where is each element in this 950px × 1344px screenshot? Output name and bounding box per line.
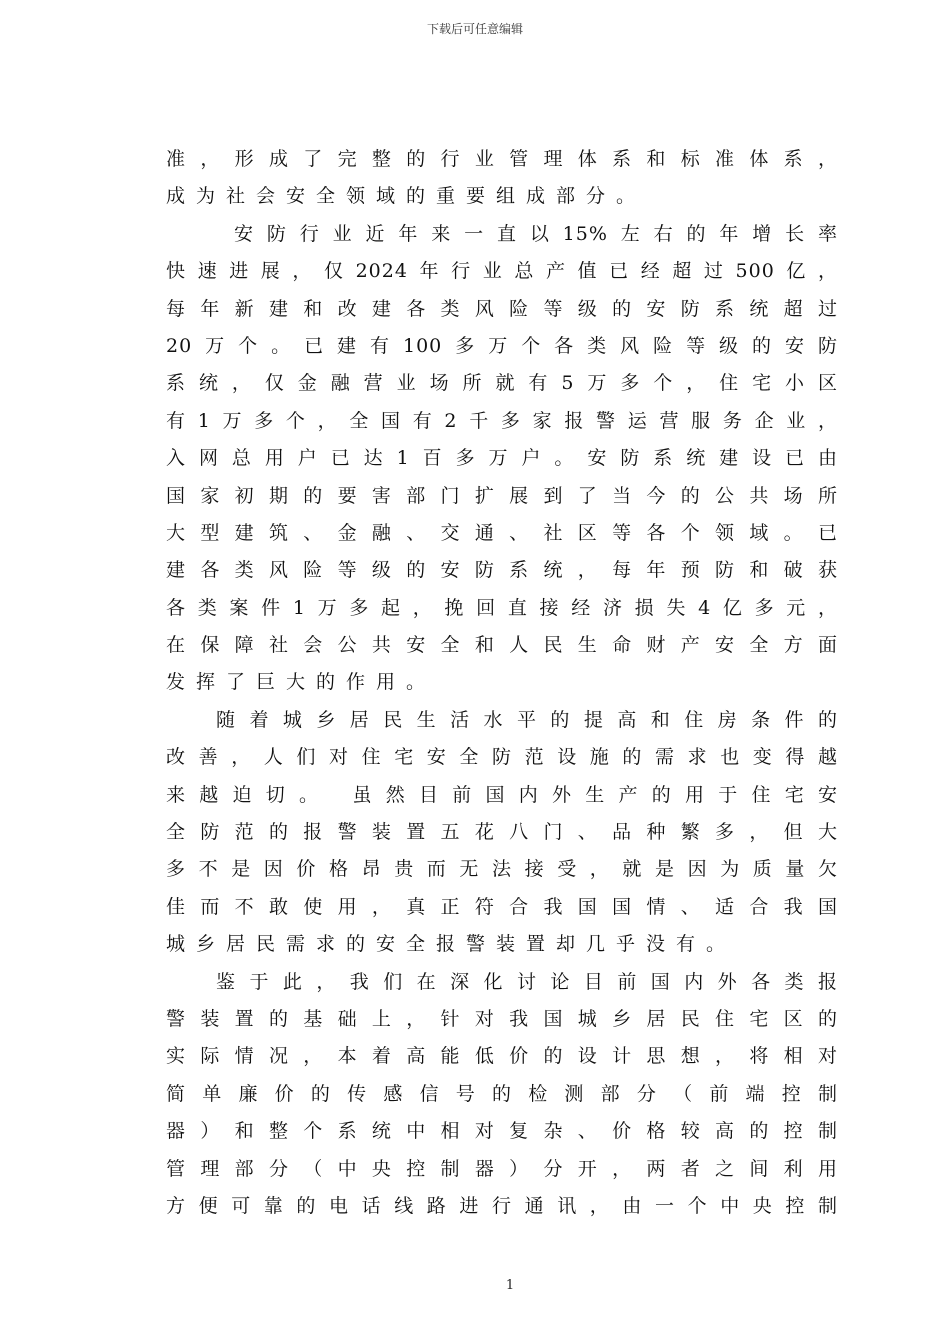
text-line: 有1万多个，全国有2千多家报警运营服务企业， — [166, 409, 838, 432]
text-line: 警装置的基础上，针对我国城乡居民住宅区的 — [166, 1007, 838, 1030]
text-line: 各类案件1万多起，挽回直接经济损失4亿多元， — [166, 596, 838, 619]
text-line: 安防行业近年来一直以15%左右的年增长率 — [234, 222, 838, 245]
text-line: 改善，人们对住宅安全防范设施的需求也变得越 — [166, 746, 838, 769]
text-line: 来越迫切。 虽然目前国内外生产的用于住宅安 — [166, 783, 838, 806]
text-line: 管理部分（中央控制器）分开，两者之间利用 — [166, 1157, 838, 1180]
page-number: 1 — [505, 1278, 515, 1293]
text-line: 国家初期的要害部门扩展到了当今的公共场所 — [166, 484, 838, 507]
text-line: 在保障社会公共安全和人民生命财产安全方面 — [166, 634, 838, 657]
text-line: 每年新建和改建各类风险等级的安防系统超过 — [166, 297, 838, 320]
text-line: 准，形成了完整的行业管理体系和标准体系， — [166, 148, 838, 170]
text-line: 器）和整个系统中相对复杂、价格较高的控制 — [166, 1120, 838, 1143]
text-line: 成为社会安全领域的重要组成部分。 — [166, 185, 647, 208]
text-line: 快速进展，仅2024年行业总产值已经超过500亿， — [166, 260, 838, 283]
text-line: 城乡居民需求的安全报警装置却几乎没有。 — [166, 933, 737, 956]
text-line: 随着城乡居民生活水平的提高和住房条件的 — [216, 708, 838, 731]
text-line: 实际情况，本着高能低价的设计思想，将相对 — [166, 1045, 838, 1068]
text-line: 20万个。已建有100多万个各类风险等级的安防 — [166, 334, 838, 357]
text-line: 发挥了巨大的作用。 — [166, 671, 437, 694]
page-header: 下载后可任意编辑 — [426, 22, 523, 36]
text-line: 鉴于此，我们在深化讨论目前国内外各类报 — [216, 970, 838, 993]
text-line: 全防范的报警装置五花八门、品种繁多，但大 — [166, 821, 838, 844]
document-body — [166, 141, 838, 1225]
text-line: 多不是因价格昂贵而无法接受，就是因为质量欠 — [166, 858, 838, 881]
text-line: 方便可靠的电话线路进行通讯，由一个中央控制 — [166, 1194, 838, 1217]
text-line: 大型建筑、金融、交通、社区等各个领域。已 — [166, 521, 838, 544]
text-line: 系统，仅金融营业场所就有5万多个，住宅小区 — [166, 372, 838, 395]
text-line: 佳而不敢使用，真正符合我国国情、适合我国 — [166, 895, 838, 918]
text-line: 简单廉价的传感信号的检测部分（前端控制 — [166, 1082, 838, 1105]
text-line: 建各类风险等级的安防系统，每年预防和破获 — [166, 559, 838, 582]
text-line: 入网总用户已达1百多万户。安防系统建设已由 — [166, 447, 838, 470]
